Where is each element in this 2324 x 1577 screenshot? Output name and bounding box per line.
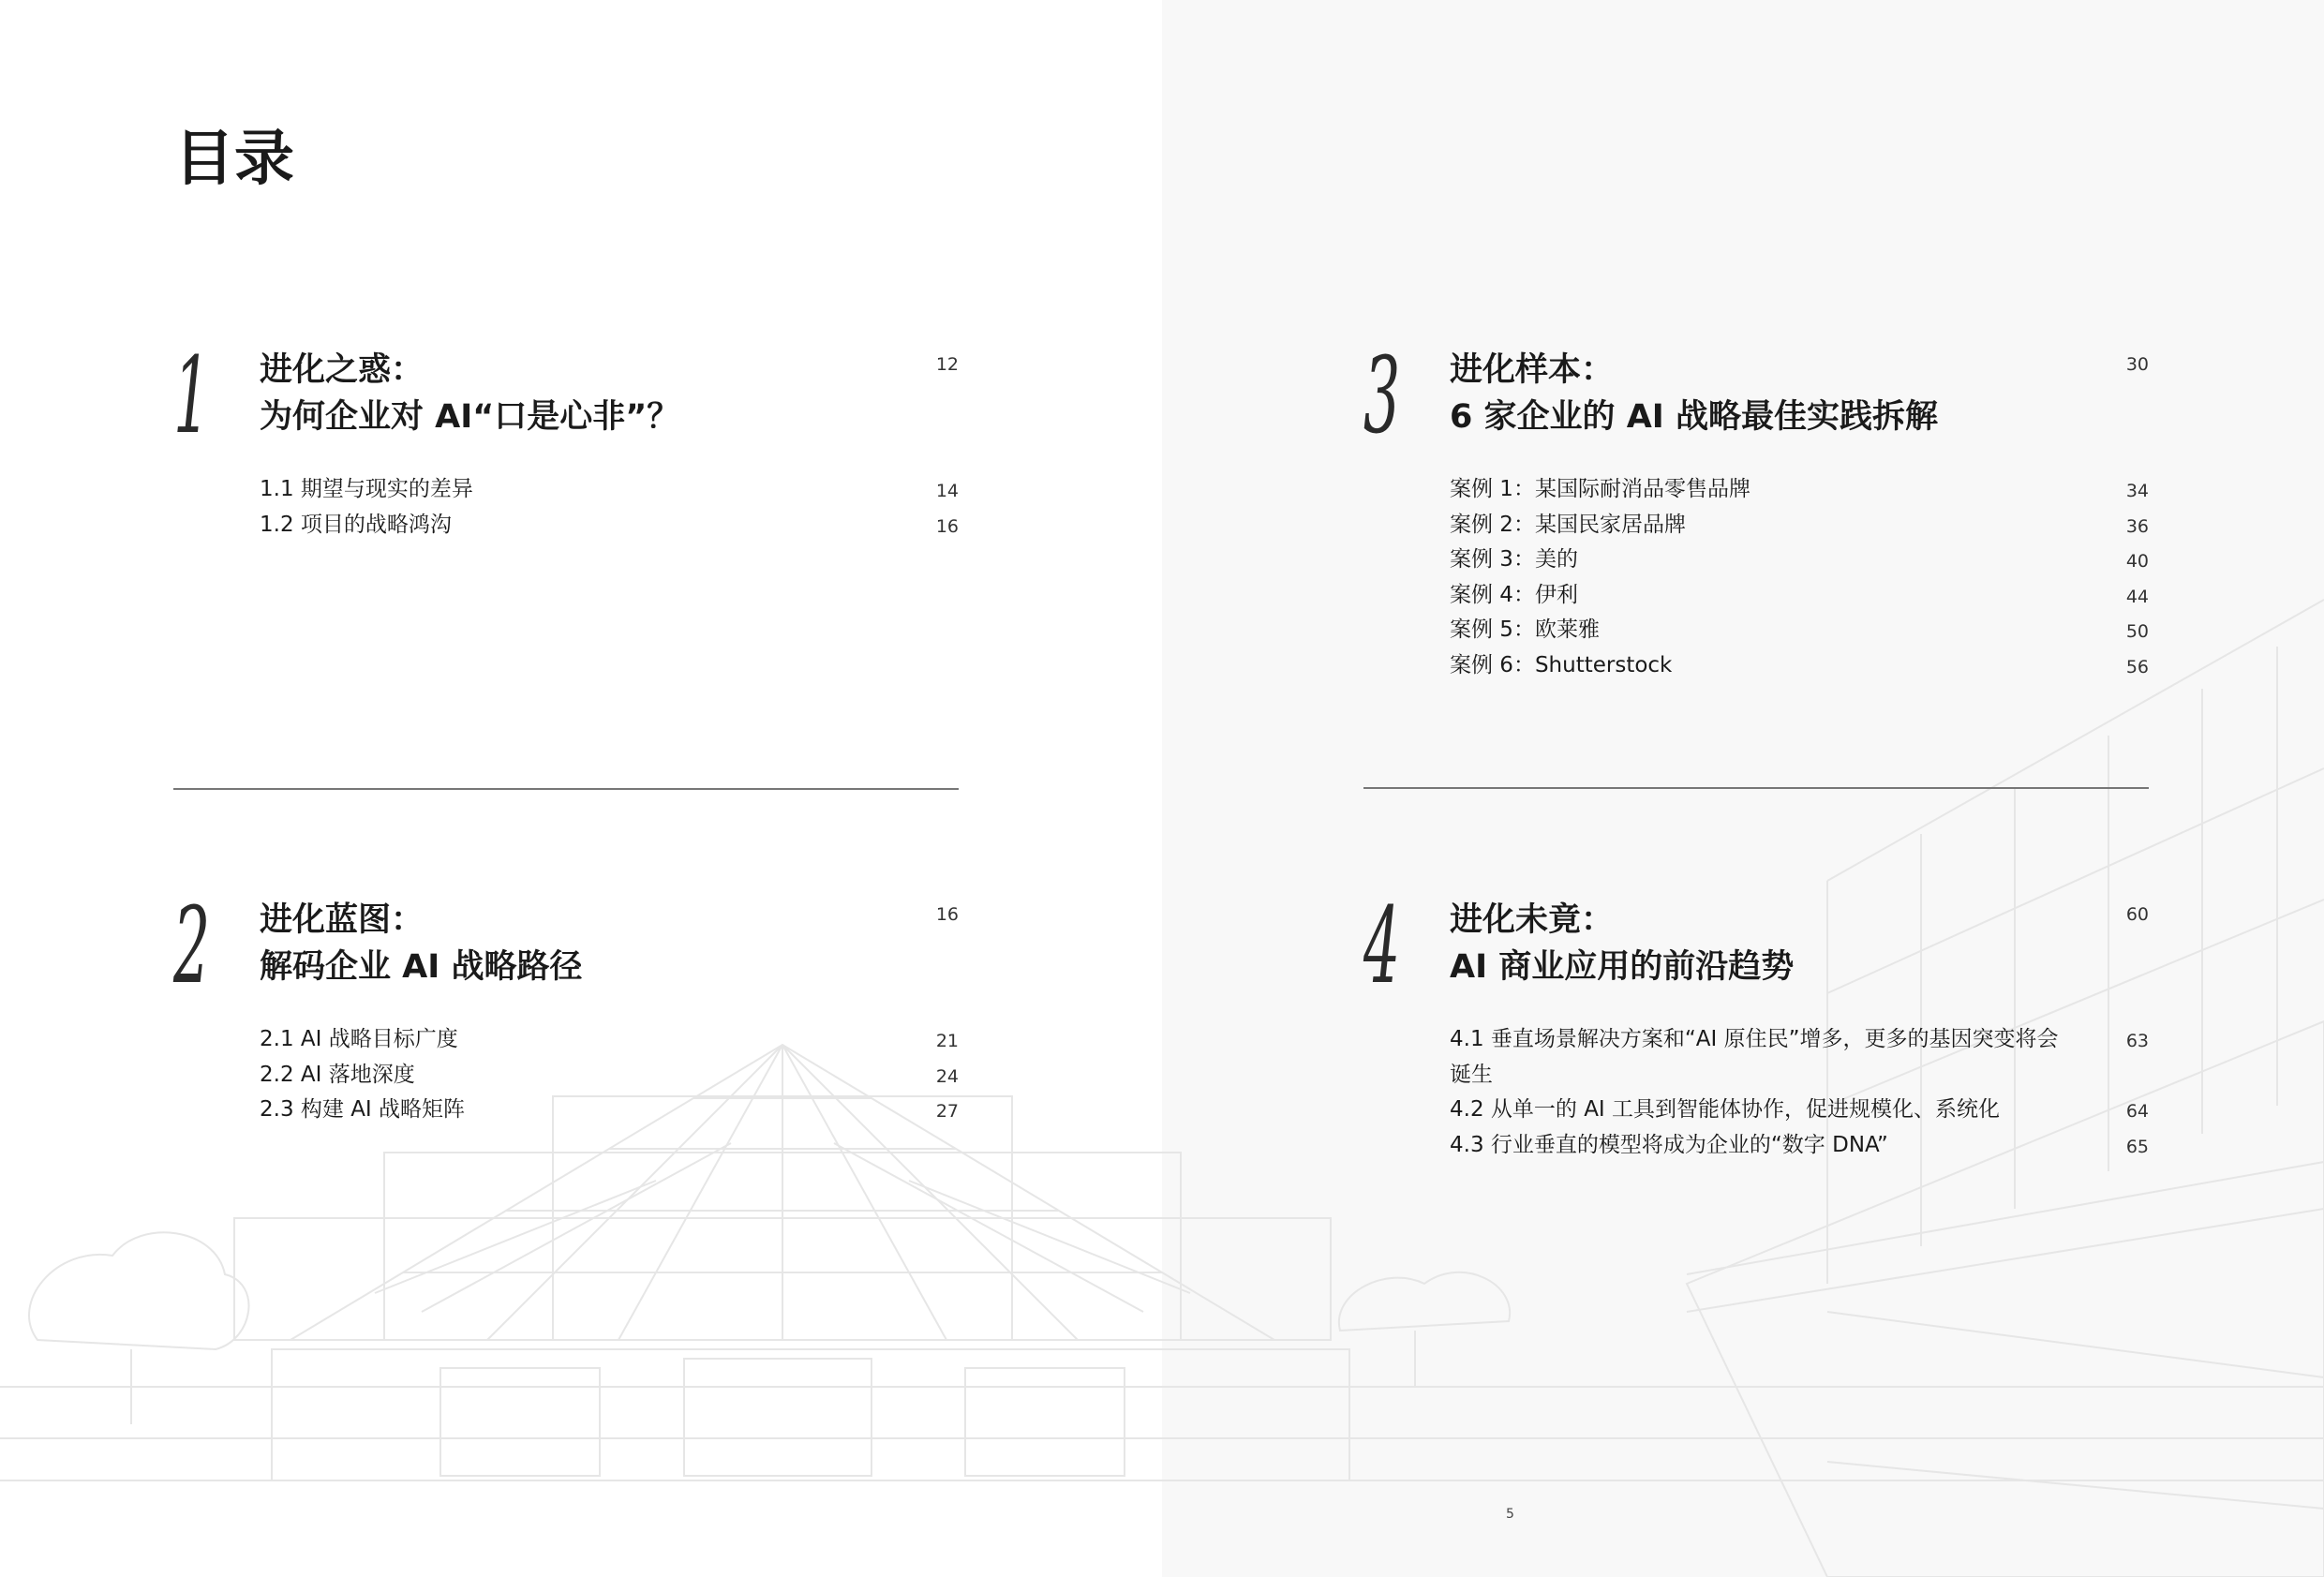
section-title-line1: 进化之惑：	[260, 351, 425, 389]
section-page-number: 12	[935, 354, 959, 375]
toc-item-label: 案例 1：某国际耐消品零售品牌	[1450, 477, 1750, 501]
toc-item-page: 14	[935, 481, 959, 501]
section-title-line2: AI 商业应用的前沿趋势	[1450, 948, 1795, 986]
toc-item-label: 1.2 项目的战略鸿沟	[260, 512, 452, 537]
toc-item-label: 案例 4：伊利	[1450, 582, 1578, 607]
toc-item-list	[1450, 472, 2149, 683]
toc-item-label: 1.1 期望与现实的差异	[260, 477, 473, 501]
section-title-line2: 解码企业 AI 战略路径	[260, 948, 583, 986]
section-number: 2	[173, 885, 211, 1007]
section-page-number: 30	[2125, 354, 2149, 375]
toc-item-label: 4.2 从单一的 AI 工具到智能体协作，促进规模化、系统化	[1450, 1097, 2001, 1122]
toc-item[interactable]	[260, 1022, 959, 1058]
section-title-line1: 进化未竟：	[1450, 901, 1615, 939]
section-title[interactable]	[260, 347, 679, 440]
section-number: 3	[1363, 335, 1401, 457]
toc-item-page: 21	[935, 1031, 959, 1051]
section-number: 1	[173, 335, 211, 457]
toc-item[interactable]	[1450, 648, 2149, 684]
section-title-line1: 进化蓝图：	[260, 901, 425, 939]
section-divider	[173, 788, 959, 790]
toc-item-page: 50	[2125, 621, 2149, 642]
toc-section-4	[1363, 885, 2149, 1178]
section-page-number: 16	[935, 904, 959, 925]
section-number: 4	[1363, 885, 1401, 1007]
toc-item-list	[1450, 1022, 2149, 1163]
toc-item-page: 34	[2125, 481, 2149, 501]
toc-item-label: 2.2 AI 落地深度	[260, 1062, 415, 1087]
toc-item[interactable]	[1450, 613, 2149, 648]
toc-item[interactable]	[1450, 1022, 2149, 1093]
section-title-line2: 为何企业对 AI“口是心非”？	[260, 398, 680, 436]
toc-item-label: 2.3 构建 AI 战略矩阵	[260, 1097, 466, 1122]
toc-item-label: 4.3 行业垂直的模型将成为企业的“数字 DNA”	[1450, 1132, 1888, 1157]
toc-item-page: 27	[935, 1101, 959, 1122]
toc-item[interactable]	[260, 472, 959, 508]
toc-item-page: 36	[2125, 515, 2149, 537]
toc-title: 目录	[174, 125, 294, 194]
toc-item[interactable]	[1450, 508, 2149, 543]
toc-item-page: 56	[2125, 656, 2149, 677]
toc-item[interactable]	[1450, 1093, 2149, 1128]
section-title-line1: 进化样本：	[1450, 351, 1615, 389]
toc-item-label: 案例 3：美的	[1450, 547, 1578, 572]
toc-item-label: 4.1 垂直场景解决方案和“AI 原住民”增多，更多的基因突变将会诞生	[1450, 1027, 2059, 1087]
toc-item-label: 2.1 AI 战略目标广度	[260, 1027, 458, 1051]
toc-item[interactable]	[1450, 543, 2149, 578]
toc-item-page: 24	[935, 1065, 959, 1087]
toc-item-page: 64	[2125, 1101, 2149, 1122]
toc-item-list	[260, 472, 959, 543]
toc-section-2	[173, 885, 959, 1178]
toc-item-page: 40	[2125, 551, 2149, 572]
toc-item[interactable]	[260, 1058, 959, 1093]
section-title[interactable]	[1450, 347, 1938, 440]
toc-item[interactable]	[1450, 578, 2149, 614]
toc-item-label: 案例 2：某国民家居品牌	[1450, 512, 1686, 537]
section-title[interactable]	[1450, 897, 1794, 990]
toc-item-page: 63	[2125, 1031, 2149, 1051]
folio-page-number: 5	[1506, 1507, 1514, 1522]
section-page-number: 60	[2125, 904, 2149, 925]
section-divider	[1363, 787, 2149, 789]
toc-item[interactable]	[1450, 1128, 2149, 1164]
toc-section-3	[1363, 335, 2149, 677]
toc-item-page: 65	[2125, 1136, 2149, 1157]
toc-item-list	[260, 1022, 959, 1128]
section-title[interactable]	[260, 897, 582, 990]
section-title-line2: 6 家企业的 AI 战略最佳实践拆解	[1450, 398, 1939, 436]
toc-item-label: 案例 5：欧莱雅	[1450, 617, 1600, 642]
toc-item[interactable]	[1450, 472, 2149, 508]
toc-item-page: 16	[935, 515, 959, 537]
toc-item-page: 44	[2125, 586, 2149, 607]
toc-item-label: 案例 6：Shutterstock	[1450, 652, 1673, 677]
toc-section-1	[173, 335, 959, 628]
toc-item[interactable]	[260, 508, 959, 543]
toc-item[interactable]	[260, 1093, 959, 1128]
